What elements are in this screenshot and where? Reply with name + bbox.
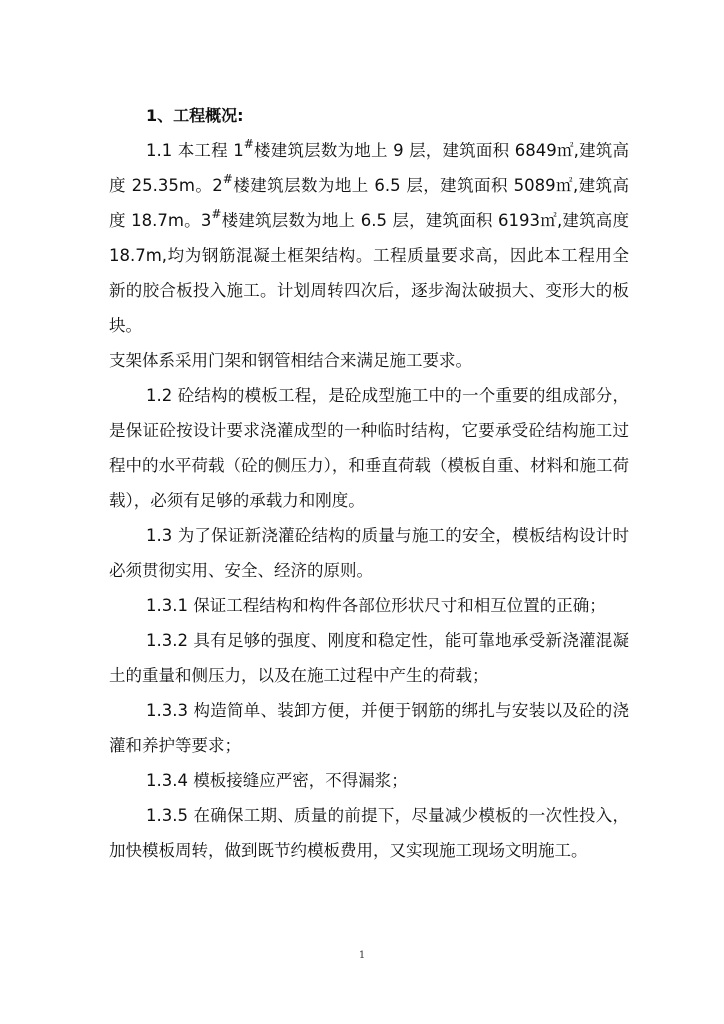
paragraph-1-1 <box>109 133 629 343</box>
paragraph-1-3-4: 1.3.4 模板接缝应严密，不得漏浆； <box>146 771 408 790</box>
paragraph-1-1-part-d: 楼建筑层数为地上 6.5 层，建筑面积 6193㎡,建筑高度 18.7m,均为钢筋混凝土框架结构。工程质量要求高，因此本工程用全新的胶合板投入施工。计划周转四次后，逐步淘汰破损大、变形大的板块。 <box>109 211 629 335</box>
paragraph-1-3-3: 1.3.3 构造简单、装卸方便，并便于钢筋的绑扎与安装以及砼的浇灌和养护等要求； <box>109 701 629 755</box>
paragraph-1-3-5: 1.3.5 在确保工期、质量的前提下，尽量减少模板的一次性投入，加快模板周转，做到既节约模板费用，又实现施工现场文明施工。 <box>109 806 629 860</box>
building-1-mark: # <box>243 137 254 151</box>
paragraph-1-3-2: 1.3.2 具有足够的强度、刚度和稳定性，能可靠地承受新浇灌混凝土的重量和侧压力，以及在施工过程中产生的荷载； <box>109 631 629 685</box>
paragraph-support-system: 支架体系采用门架和钢管相结合来满足施工要求。 <box>109 351 472 370</box>
document-body <box>109 98 629 868</box>
paragraph-1-3: 1.3 为了保证新浇灌砼结构的质量与施工的安全，模板结构设计时必须贯彻实用、安全、经济的原则。 <box>109 526 629 580</box>
paragraph-1-1-part-a: 1.1 本工程 1 <box>146 141 244 160</box>
section-heading: 1、工程概况: <box>146 106 244 125</box>
paragraph-1-1-part-c: 楼建筑层数为地上 6.5 层，建筑面积 5089㎡,建筑高度 18.7m。3 <box>109 176 629 230</box>
paragraph-1-1-part-b: 楼建筑层数为地上 9 层，建筑面积 6849㎡,建筑高度 25.35m。2 <box>109 141 630 195</box>
paragraph-1-2: 1.2 砼结构的模板工程，是砼成型施工中的一个重要的组成部分，是保证砼按设计要求浇灌成型的一种临时结构，它要承受砼结构施工过程中的水平荷载（砼的侧压力），和垂直荷载（模板自重、材料和施工荷载），必须有足够的承载力和刚度。 <box>109 386 629 510</box>
page-number: 1 <box>358 950 366 961</box>
building-3-mark: # <box>211 207 222 221</box>
paragraph-1-3-1: 1.3.1 保证工程结构和构件各部位形状尺寸和相互位置的正确； <box>146 596 606 615</box>
building-2-mark: # <box>222 172 233 186</box>
